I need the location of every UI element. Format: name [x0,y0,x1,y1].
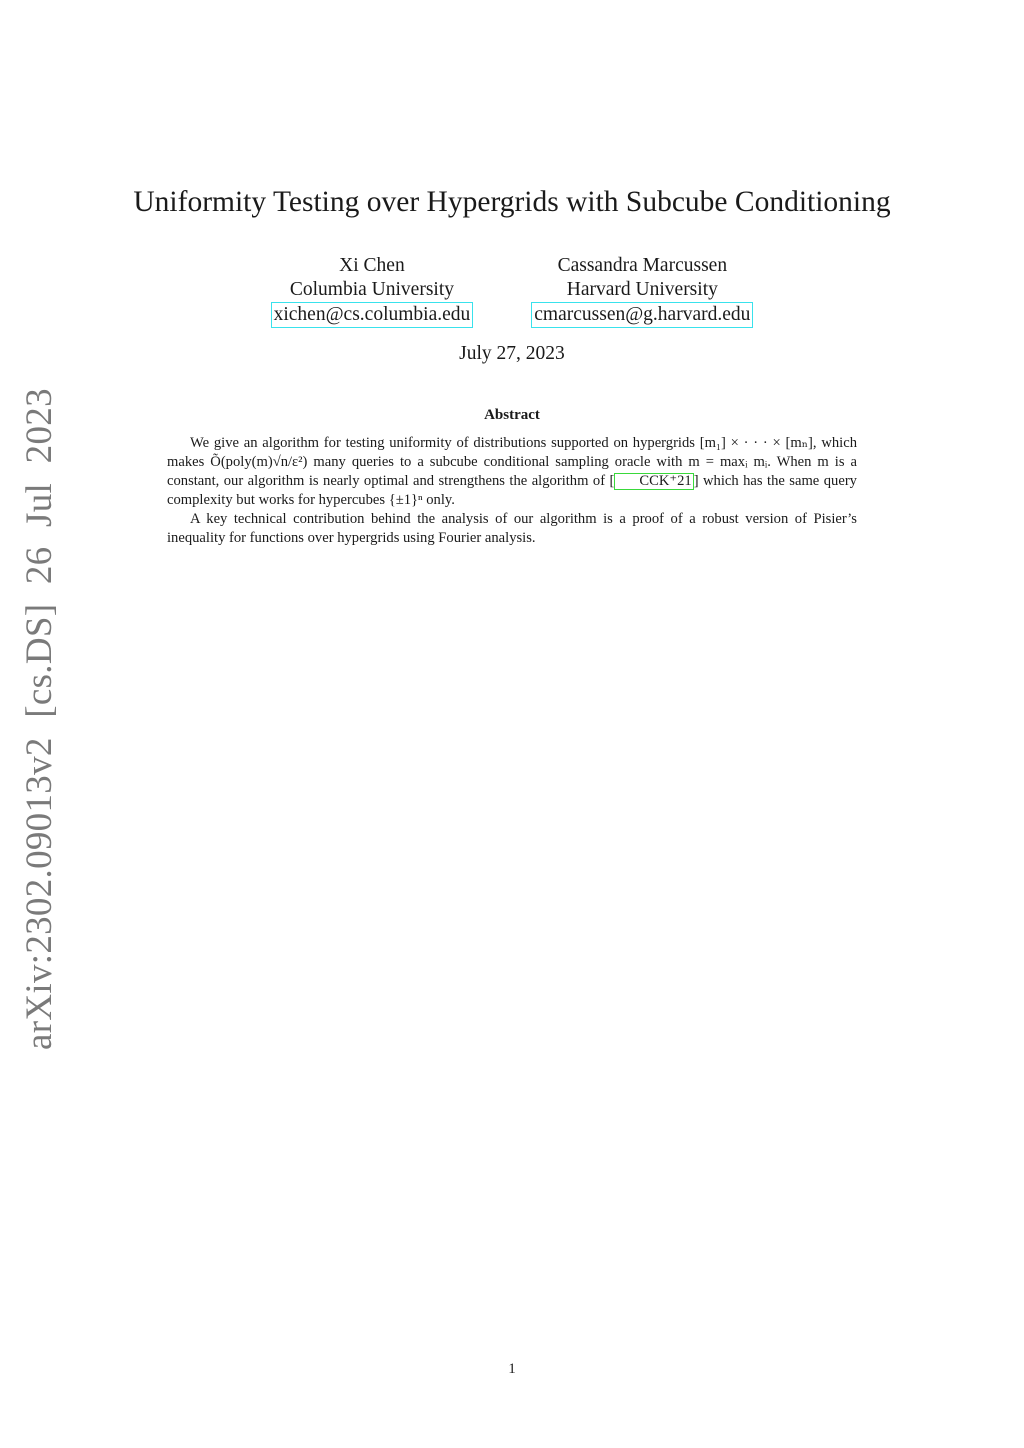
abstract-text: which has the same query complexity but works for hypercubes {±1}ⁿ only. [167,473,857,508]
citation-link[interactable]: CCK⁺21 [614,473,693,490]
author-affiliation: Columbia University [289,279,454,300]
author-name: Cassandra Marcussen [557,255,728,276]
author-name: Xi Chen [339,255,405,276]
author-block [0,254,1024,328]
author-email-link[interactable]: cmarcussen@g.harvard.edu [531,302,753,328]
page-number: 1 [508,1361,516,1377]
abstract-body [167,434,857,548]
author-1 [271,254,474,328]
author-email-link[interactable]: xichen@cs.columbia.edu [271,302,474,328]
paper-title: Uniformity Testing over Hypergrids with Subcube Conditioning [133,186,891,218]
abstract-text: We give an algorithm for testing uniformity of distributions supported on hypergrids [m₁] × · · · × [mₙ], which makes Õ(poly(m)√n/ε²) many queries to a subcube conditional sampling oracle with m = maxᵢ mᵢ. When m is a constant, our algorithm is nearly optimal and strengthens the algorithm of [167,435,857,489]
author-affiliation: Harvard University [566,279,718,300]
abstract-paragraph-2: A key technical contribution behind the analysis of our algorithm is a proof of a robust version of Pisier’s inequality for functions over hypergrids using Fourier analysis. [167,511,857,546]
abstract-paragraph-1: We give an algorithm for testing uniformity of distributions supported on hypergrids [m₁] × · · · × [mₙ], which makes Õ(poly(m)√n/ε²) many queries to a subcube conditional sampling oracle with m = maxᵢ mᵢ. When m is a constant, our algorithm is nearly optimal and strengthens the algorithm of [ CCK⁺21 ] which has the same query complexity but works for hypercubes {±1}ⁿ only. [167,435,857,508]
paper-date: July 27, 2023 [459,343,565,364]
author-2 [531,254,753,328]
abstract-heading: Abstract [484,407,540,423]
arxiv-stamp: arXiv:2302.09013v2 [cs.DS] 26 Jul 2023 [19,388,60,1050]
